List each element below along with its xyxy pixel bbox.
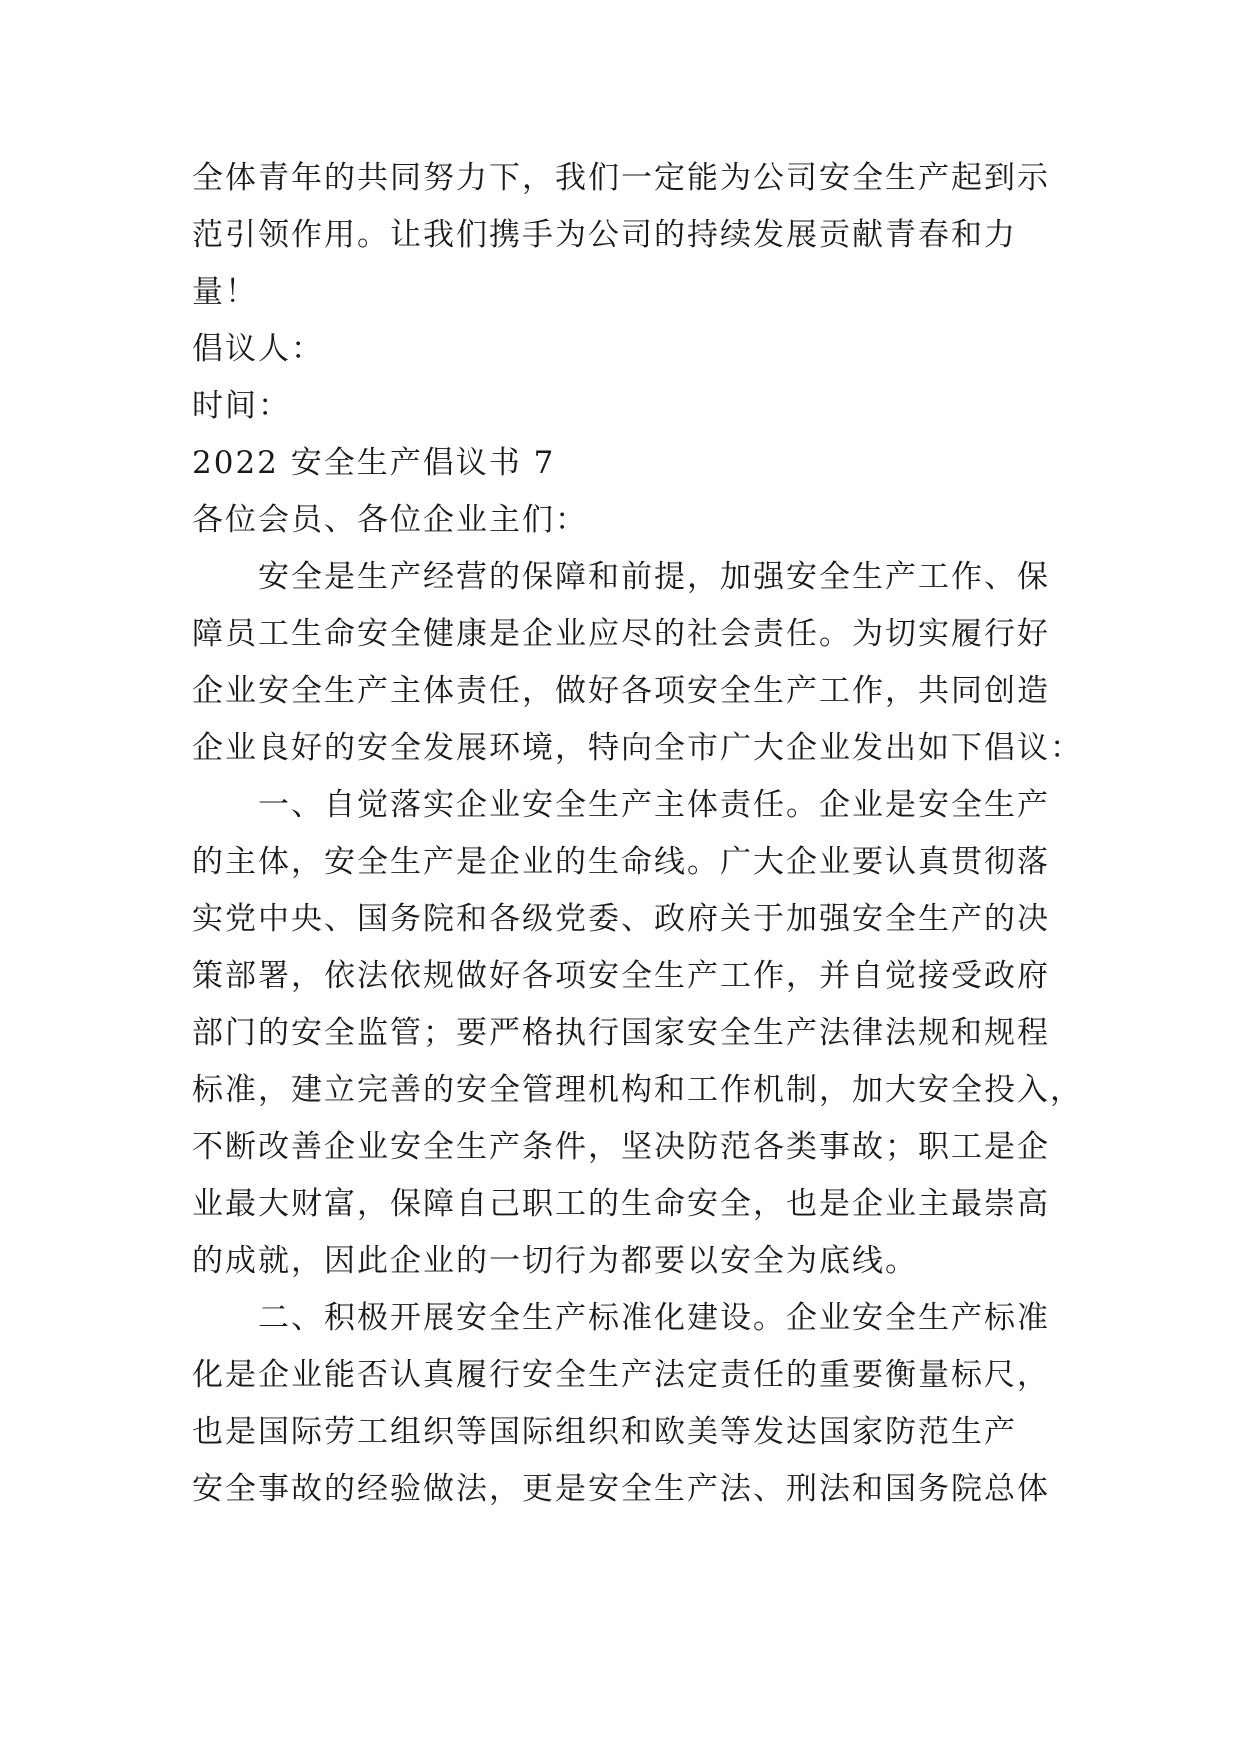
text-line: 不断改善企业安全生产条件，坚决防范各类事故；职工是企 <box>192 1129 1050 1165</box>
text-line: 标准，建立完善的安全管理机构和工作机制，加大安全投入， <box>192 1072 1083 1108</box>
paragraph-first-line: 安全是生产经营的保障和前提，加强安全生产工作、保 <box>258 559 1050 595</box>
text-line: 量！ <box>192 274 258 310</box>
text-line: 实党中央、国务院和各级党委、政府关于加强安全生产的决 <box>192 901 1050 937</box>
text-line: 业最大财富，保障自己职工的生命安全，也是企业主最崇高 <box>192 1186 1050 1222</box>
text-line: 企业安全生产主体责任，做好各项安全生产工作，共同创造 <box>192 673 1050 709</box>
text-line: 企业良好的安全发展环境，特向全市广大企业发出如下倡议： <box>192 730 1083 766</box>
proposer-label: 倡议人： <box>192 331 324 367</box>
text-line: 安全事故的经验做法，更是安全生产法、刑法和国务院总体 <box>192 1471 1050 1507</box>
text-line: 部门的安全监管；要严格执行国家安全生产法律法规和规程 <box>192 1015 1050 1051</box>
section-title: 2022 安全生产倡议书 7 <box>192 445 556 481</box>
text-line: 全体青年的共同努力下，我们一定能为公司安全生产起到示 <box>192 160 1050 196</box>
text-line: 的主体，安全生产是企业的生命线。广大企业要认真贯彻落 <box>192 844 1050 880</box>
text-line: 也是国际劳工组织等国际组织和欧美等发达国家防范生产 <box>192 1414 1017 1450</box>
text-line: 障员工生命安全健康是企业应尽的社会责任。为切实履行好 <box>192 616 1050 652</box>
text-line: 的成就，因此企业的一切行为都要以安全为底线。 <box>192 1243 918 1279</box>
text-line: 化是企业能否认真履行安全生产法定责任的重要衡量标尺， <box>192 1357 1050 1393</box>
salutation: 各位会员、各位企业主们： <box>192 502 588 538</box>
date-label: 时间： <box>192 388 291 424</box>
text-line: 策部署，依法依规做好各项安全生产工作，并自觉接受政府 <box>192 958 1050 994</box>
paragraph-first-line: 一、自觉落实企业安全生产主体责任。企业是安全生产 <box>258 787 1050 823</box>
document-body <box>192 150 1083 1518</box>
paragraph-first-line: 二、积极开展安全生产标准化建设。企业安全生产标准 <box>258 1300 1050 1336</box>
text-line: 范引领作用。让我们携手为公司的持续发展贡献青春和力 <box>192 217 1017 253</box>
